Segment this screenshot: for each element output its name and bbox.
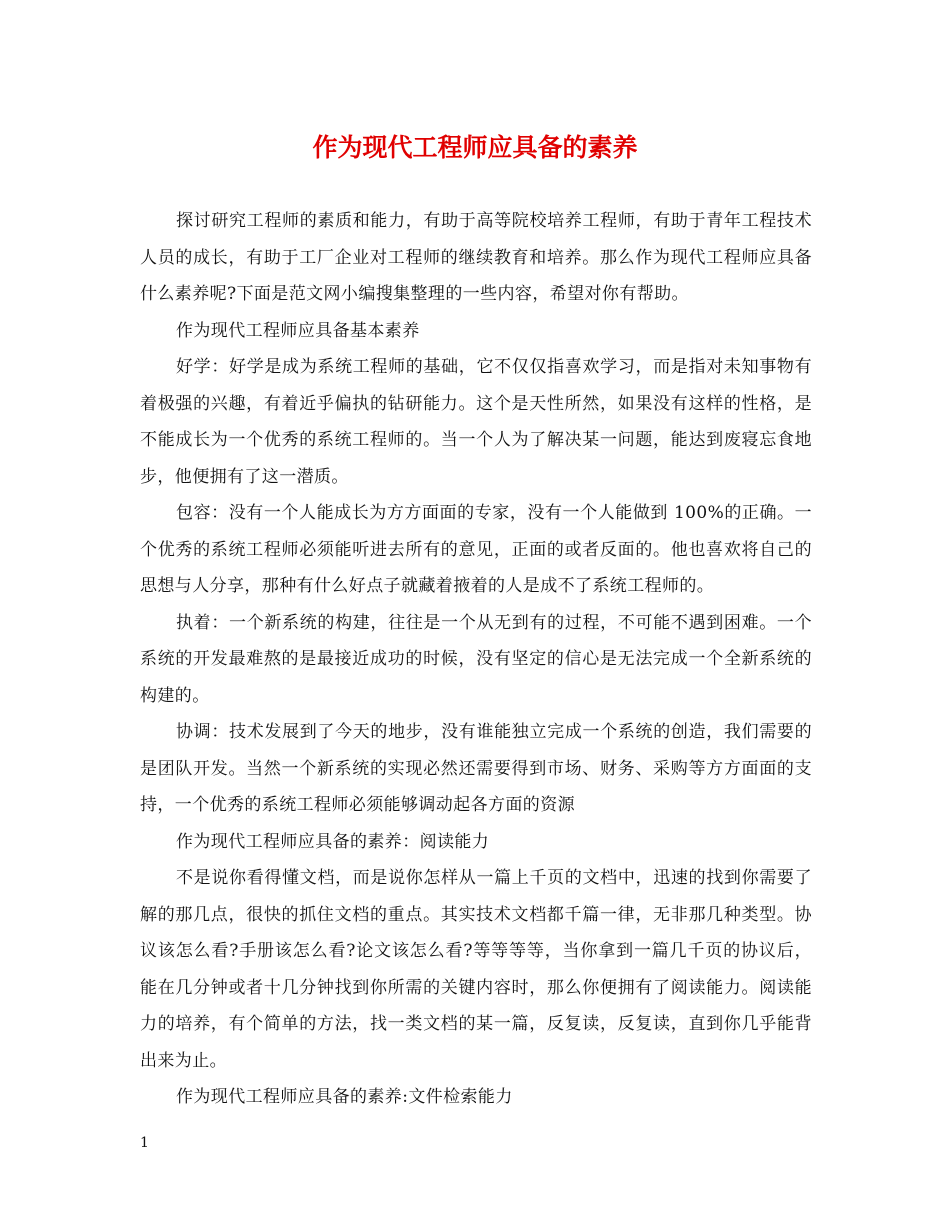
- section-heading-reading: 作为现代工程师应具备的素养：阅读能力: [176, 831, 490, 852]
- paragraph-reading: 不是说你看得懂文档，而是说你怎样从一篇上千页的文档中，迅速的找到你需要了解的那几点，很快的抓住文档的重点。其实技术文档都千篇一律，无非那几种类型。协议该怎么看?手册该怎么看?论文该怎么看?等等等等，当你拿到一篇几千页的协议后，能在几分钟或者十几分钟找到你所需的关键内容时，那么你便拥有了阅读能力。阅读能力的培养，有个简单的方法，找一类文档的某一篇，反复读，反复读，直到你几乎能背出来为止。: [140, 868, 812, 1071]
- section-heading-retrieval: 作为现代工程师应具备的素养:文件检索能力: [176, 1087, 513, 1107]
- section-heading-basic: 作为现代工程师应具备基本素养: [176, 320, 420, 341]
- document-body: [140, 203, 812, 1116]
- paragraph-haoxue: 好学：好学是成为系统工程师的基础，它不仅仅指喜欢学习，而是指对未知事物有着极强的兴趣，有着近乎偏执的钻研能力。这个是天性所然，如果没有这样的性格，是不能成长为一个优秀的系统工程师的。当一个人为了解决某一问题，能达到废寝忘食地步，他便拥有了这一潜质。: [140, 357, 812, 487]
- intro-paragraph: 探讨研究工程师的素质和能力，有助于高等院校培养工程师，有助于青年工程技术人员的成长，有助于工厂企业对工程师的继续教育和培养。那么作为现代工程师应具备什么素养呢?下面是范文网小编搜集整理的一些内容，希望对你有帮助。: [140, 211, 812, 304]
- paragraph-zhizhuo: 执着：一个新系统的构建，往往是一个从无到有的过程，不可能不遇到困难。一个系统的开发最难熬的是最接近成功的时候，没有坚定的信心是无法完成一个全新系统的构建的。: [140, 612, 812, 706]
- paragraph-xietiao: 协调：技术发展到了今天的地步，没有谁能独立完成一个系统的创造，我们需要的是团队开发。当然一个新系统的实现必然还需要得到市场、财务、采购等方方面面的支持，一个优秀的系统工程师必须能够调动起各方面的资源: [140, 722, 812, 815]
- paragraph-baorong: 包容：没有一个人能成长为方方面面的专家，没有一个人能做到 100%的正确。一个优秀的系统工程师必须能听进去所有的意见，正面的或者反面的。他也喜欢将自己的思想与人分享，那种有什么好点子就藏着掖着的人是成不了系统工程师的。: [140, 503, 812, 596]
- page-number: 1: [140, 1135, 149, 1151]
- document-title: 作为现代工程师应具备的素养: [312, 133, 638, 162]
